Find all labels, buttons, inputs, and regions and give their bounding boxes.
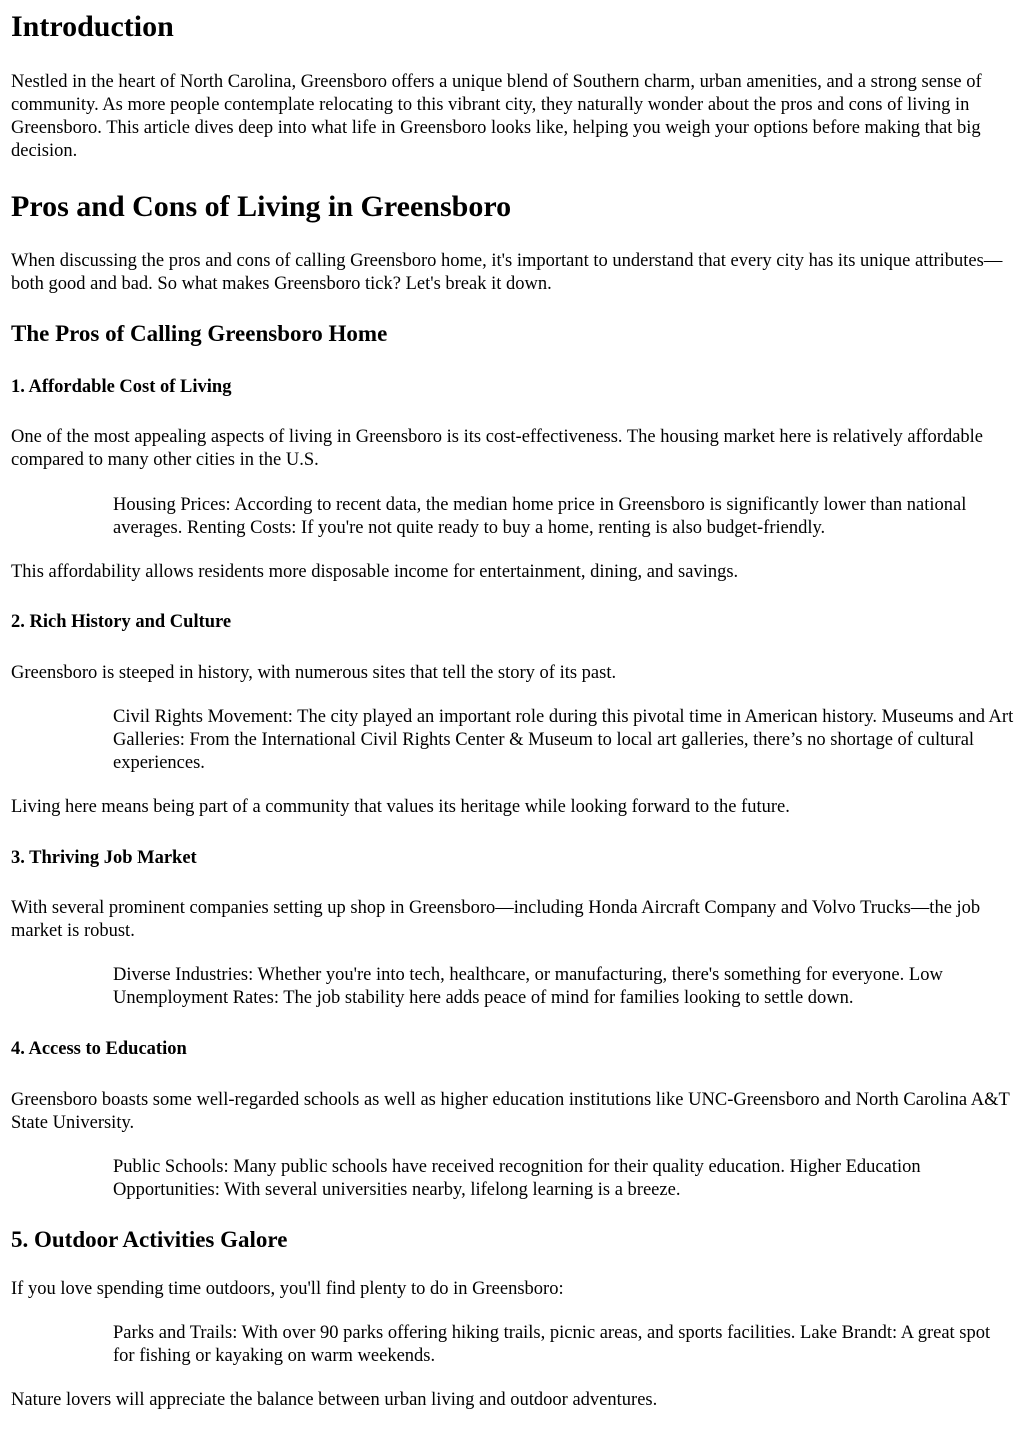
pros-cons-heading: Pros and Cons of Living in Greensboro <box>11 190 512 223</box>
cost-paragraph: One of the most appealing aspects of living in Greensboro is its cost-effectiveness. The housing market here is relatively affordable compared to many other cities in the U.S. <box>11 427 983 470</box>
cost-quote: Housing Prices: According to recent data, the median home price in Greensboro is significantly lower than national averages. Renting Costs: If you're not quite ready to buy a home, renting is also budget-friendly. <box>113 495 967 538</box>
education-heading: 4. Access to Education <box>11 1039 187 1059</box>
outdoor-heading: 5. Outdoor Activities Galore <box>11 1227 288 1252</box>
jobs-quote: Diverse Industries: Whether you're into tech, healthcare, or manufacturing, there's something for everyone. Low Unemployment Rates: The job stability here adds peace of mind for families looking to settle down. <box>113 965 943 1008</box>
education-quote: Public Schools: Many public schools have received recognition for their quality education. Higher Education Opportunities: With several universities nearby, lifelong learning is a breeze. <box>113 1157 921 1200</box>
cost-heading: 1. Affordable Cost of Living <box>11 377 232 397</box>
history-closing: Living here means being part of a community that values its heritage while looking forward to the future. <box>11 797 790 817</box>
history-paragraph: Greensboro is steeped in history, with numerous sites that tell the story of its past. <box>11 663 617 683</box>
outdoor-quote: Parks and Trails: With over 90 parks offering hiking trails, picnic areas, and sports facilities. Lake Brandt: A great spot for fishing or kayaking on warm weekends. <box>113 1323 991 1366</box>
jobs-heading: 3. Thriving Job Market <box>11 848 197 868</box>
education-paragraph: Greensboro boasts some well-regarded schools as well as higher education institutions like UNC-Greensboro and North Carolina A&T State University. <box>11 1090 1010 1133</box>
intro-heading: Introduction <box>11 10 174 43</box>
pros-heading: The Pros of Calling Greensboro Home <box>11 321 388 346</box>
jobs-paragraph: With several prominent companies setting up shop in Greensboro—including Honda Aircraft Company and Volvo Trucks—the job market is robust. <box>11 898 981 941</box>
cost-closing: This affordability allows residents more disposable income for entertainment, dining, and savings. <box>11 562 739 582</box>
outdoor-closing: Nature lovers will appreciate the balance between urban living and outdoor adventures. <box>11 1390 658 1410</box>
history-quote: Civil Rights Movement: The city played an important role during this pivotal time in American history. Museums and Art Galleries: From the International Civil Rights Center & Museum to local art galleries, there’s no shortage of cultural experiences. <box>113 707 1014 773</box>
pros-cons-paragraph: When discussing the pros and cons of calling Greensboro home, it's important to understand that every city has its unique attributes—both good and bad. So what makes Greensboro tick? Let's break it down. <box>11 251 1003 294</box>
outdoor-paragraph: If you love spending time outdoors, you'll find plenty to do in Greensboro: <box>11 1279 564 1299</box>
history-heading: 2. Rich History and Culture <box>11 612 232 632</box>
intro-paragraph: Nestled in the heart of North Carolina, Greensboro offers a unique blend of Southern charm, urban amenities, and a strong sense of community. As more people contemplate relocating to this vibrant city, they naturally wonder about the pros and cons of living in Greensboro. This article dives deep into what life in Greensboro looks like, helping you weigh your options before making that big decision. <box>11 72 982 161</box>
